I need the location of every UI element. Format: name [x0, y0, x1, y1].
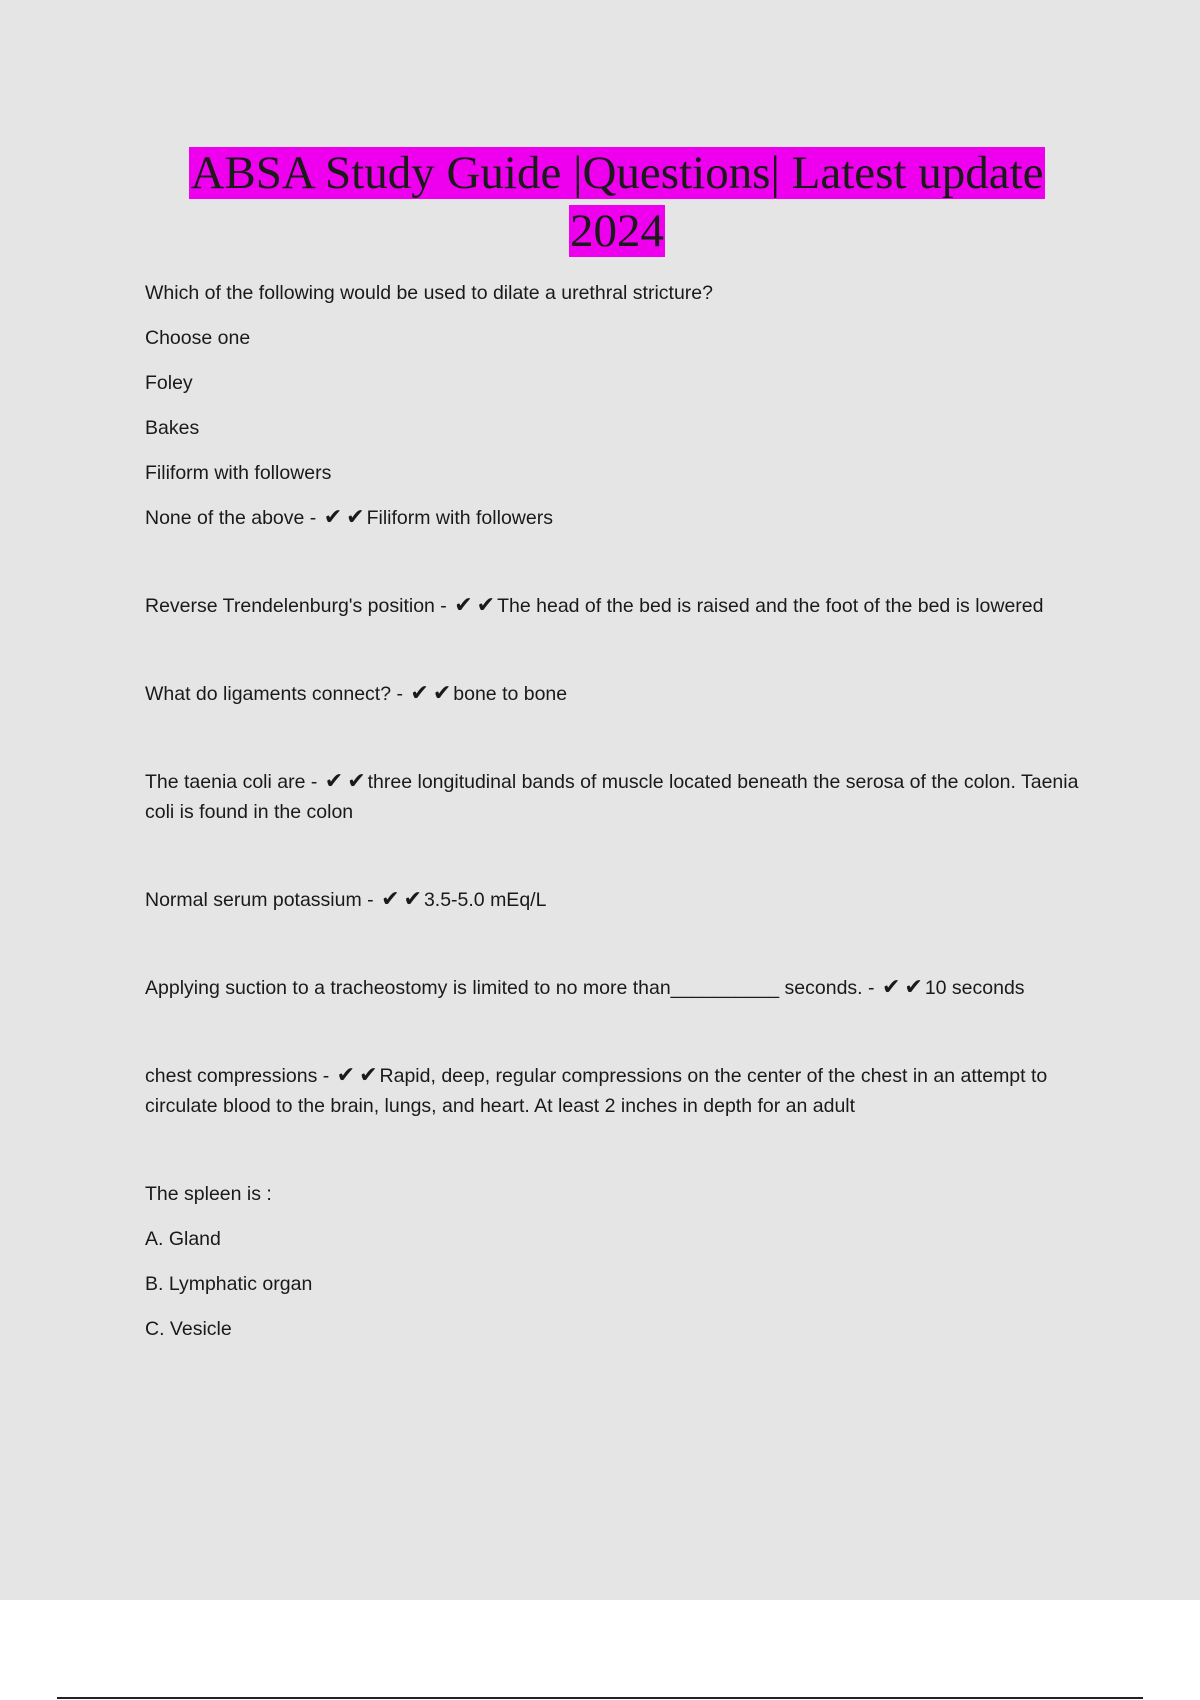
q5-entry: [145, 885, 1085, 915]
q4-answer: three longitudinal bands of muscle located beneath the serosa of the colon. Taenia coli is found in the colon: [145, 771, 1079, 823]
q5-term: Normal serum potassium -: [145, 889, 374, 911]
title-line-1: ABSA Study Guide |Questions| Latest update: [190, 147, 1044, 199]
check-icon: ✔: [454, 593, 473, 618]
q8-option-c: C. Vesicle: [145, 1318, 232, 1340]
footer-divider: [57, 1697, 1143, 1699]
q3-term: What do ligaments connect? -: [145, 683, 403, 705]
check-icon: ✔: [381, 887, 400, 912]
check-icon: ✔: [881, 975, 901, 1000]
q7-entry: [145, 1061, 1085, 1121]
q1-option-1: Foley: [145, 372, 193, 394]
q3-answer: bone to bone: [453, 683, 568, 705]
check-icon: ✔: [476, 593, 496, 618]
q1-question: Which of the following would be used to dilate a urethral stricture?: [145, 282, 713, 304]
document-body: [145, 278, 1085, 1344]
q1-option-3: Filiform with followers: [145, 462, 332, 484]
q1-option-4: None of the above -: [145, 507, 317, 529]
q3-entry: [145, 679, 1085, 709]
q7-term: chest compressions -: [145, 1065, 330, 1087]
q7-answer: Rapid, deep, regular compressions on the center of the chest in an attempt to circulate blood to the brain, lungs, and heart. At least 2 inches in depth for an adult: [145, 1065, 1048, 1117]
q8-question: The spleen is :: [145, 1183, 272, 1205]
q6-answer: 10 seconds: [924, 977, 1025, 999]
document-title: [0, 144, 1200, 260]
q8-option-b: B. Lymphatic organ: [145, 1273, 313, 1295]
check-icon: ✔: [346, 505, 365, 530]
check-icon: ✔: [347, 769, 366, 794]
check-icon: ✔: [432, 681, 452, 706]
title-line-2: 2024: [570, 205, 664, 257]
check-icon: ✔: [324, 769, 344, 794]
check-icon: ✔: [336, 1063, 356, 1088]
q1-option-2: Bakes: [145, 417, 200, 439]
q8-option-a: A. Gland: [145, 1228, 221, 1250]
q2-answer: The head of the bed is raised and the foot of the bed is lowered: [497, 595, 1044, 617]
q1-prompt: Choose one: [145, 327, 251, 349]
check-icon: ✔: [904, 975, 923, 1000]
check-icon: ✔: [403, 887, 422, 912]
check-icon: ✔: [410, 681, 429, 706]
q4-term: The taenia coli are -: [145, 771, 318, 793]
q4-entry: [145, 767, 1085, 827]
q2-entry: [145, 591, 1085, 621]
check-icon: ✔: [359, 1063, 378, 1088]
check-icon: ✔: [323, 505, 343, 530]
q5-answer: 3.5-5.0 mEq/L: [423, 889, 547, 911]
q6-entry: [145, 973, 1085, 1003]
q1-answer: Filiform with followers: [366, 507, 553, 529]
q6-term: Applying suction to a tracheostomy is limited to no more than__________ seconds. -: [145, 977, 875, 999]
q1-option-4-answer: [145, 503, 1085, 533]
q2-term: Reverse Trendelenburg's position -: [145, 595, 447, 617]
